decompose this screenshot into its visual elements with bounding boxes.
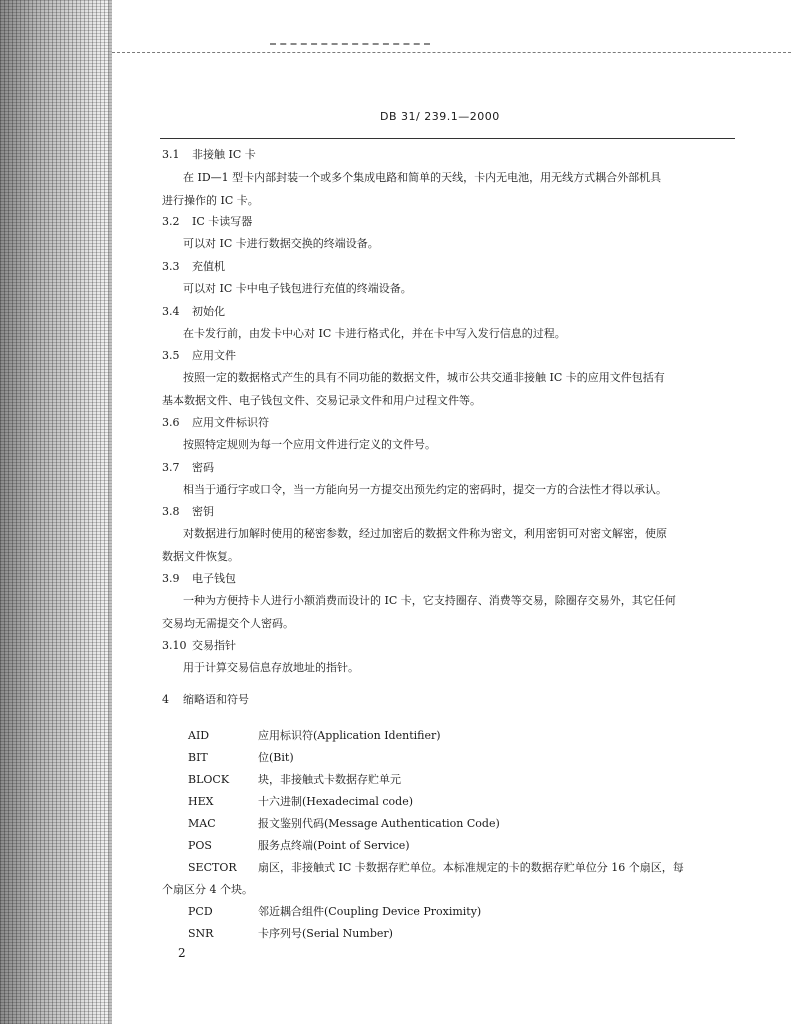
page-number: 2 [178,946,186,960]
abbreviation: PCD [188,905,213,918]
definition-body: 一种为方便持卡人进行小额消费而设计的 IC 卡，它支持圈存、消费等交易，除圈存交易外，其它任何 [183,594,676,607]
definition-body: 对数据进行加解时使用的秘密参数，经过加密后的数据文件称为密文，利用密钥可对密文解密，使原 [183,527,667,540]
document-header: DB 31/ 239.1—2000 [380,110,500,123]
abbreviation-description: 报文鉴别代码(Message Authentication Code) [258,817,500,830]
definition-body: 基本数据文件、电子钱包文件、交易记录文件和用户过程文件等。 [162,394,481,407]
section-title: 缩略语和符号 [183,693,249,706]
abbreviation: MAC [188,817,216,830]
definition-term: 应用文件标识符 [192,416,269,429]
definition-body: 在 ID—1 型卡内部封装一个或多个集成电路和简单的天线，卡内无电池，用无线方式耦合外部机具 [183,171,662,184]
definition-term: 电子钱包 [192,572,236,585]
definition-term: 应用文件 [192,349,236,362]
abbreviation-description: 十六进制(Hexadecimal code) [258,795,414,808]
definition-number: 3.10 [162,639,187,652]
definition-body: 按照一定的数据格式产生的具有不同功能的数据文件，城市公共交通非接触 IC 卡的应用文件包括有 [183,371,665,384]
definition-body: 可以对 IC 卡进行数据交换的终端设备。 [183,237,379,250]
definition-number: 3.4 [162,305,180,318]
definition-term: 交易指针 [192,639,236,652]
abbreviation-description: 邻近耦合组件(Coupling Device Proximity) [258,905,482,918]
scan-top-marks [270,43,430,45]
definition-body: 数据文件恢复。 [162,550,239,563]
abbreviation-description: 块，非接触式卡数据存贮单元 [258,773,401,786]
abbreviation: SNR [188,927,214,940]
definition-number: 3.6 [162,416,180,429]
section-number: 4 [162,693,169,706]
definition-term: 密码 [192,461,214,474]
definition-body: 可以对 IC 卡中电子钱包进行充值的终端设备。 [183,282,412,295]
abbreviation: SECTOR [188,861,237,874]
definition-number: 3.3 [162,260,180,273]
abbreviation: POS [188,839,212,852]
definition-term: 密钥 [192,505,214,518]
abbreviation-description: 卡序列号(Serial Number) [258,927,393,940]
abbreviation: HEX [188,795,214,808]
abbreviation-description: 服务点终端(Point of Service) [258,839,410,852]
definition-body: 进行操作的 IC 卡。 [162,194,259,207]
abbreviation: BLOCK [188,773,230,786]
abbreviation: AID [188,729,210,742]
definition-number: 3.9 [162,572,180,585]
definition-number: 3.8 [162,505,180,518]
scan-binding-strip [0,0,112,1024]
definition-number: 3.1 [162,148,180,161]
definition-number: 3.7 [162,461,180,474]
definition-term: IC 卡读写器 [192,215,253,228]
abbreviation-description: 扇区，非接触式 IC 卡数据存贮单位。本标准规定的卡的数据存贮单位分 16 个扇区，每 [258,861,684,874]
definition-body: 交易均无需提交个人密码。 [162,617,294,630]
definition-number: 3.5 [162,349,180,362]
definition-body: 按照特定规则为每一个应用文件进行定义的文件号。 [183,438,436,451]
definition-term: 非接触 IC 卡 [192,148,256,161]
definition-term: 充值机 [192,260,225,273]
definition-body: 用于计算交易信息存放地址的指针。 [183,661,359,674]
definition-body: 在卡发行前，由发卡中心对 IC 卡进行格式化，并在卡中写入发行信息的过程。 [183,327,566,340]
header-rule [160,138,735,139]
abbreviation-description: 位(Bit) [258,751,294,764]
abbreviation: BIT [188,751,208,764]
abbreviation-description: 应用标识符(Application Identifier) [258,729,441,742]
definition-number: 3.2 [162,215,180,228]
definition-body: 相当于通行字或口令，当一方能向另一方提交出预先约定的密码时，提交一方的合法性才得以承认。 [183,483,667,496]
definition-term: 初始化 [192,305,225,318]
abbreviation-description-continued: 个扇区分 4 个块。 [162,883,253,896]
scan-top-rule [112,52,791,53]
